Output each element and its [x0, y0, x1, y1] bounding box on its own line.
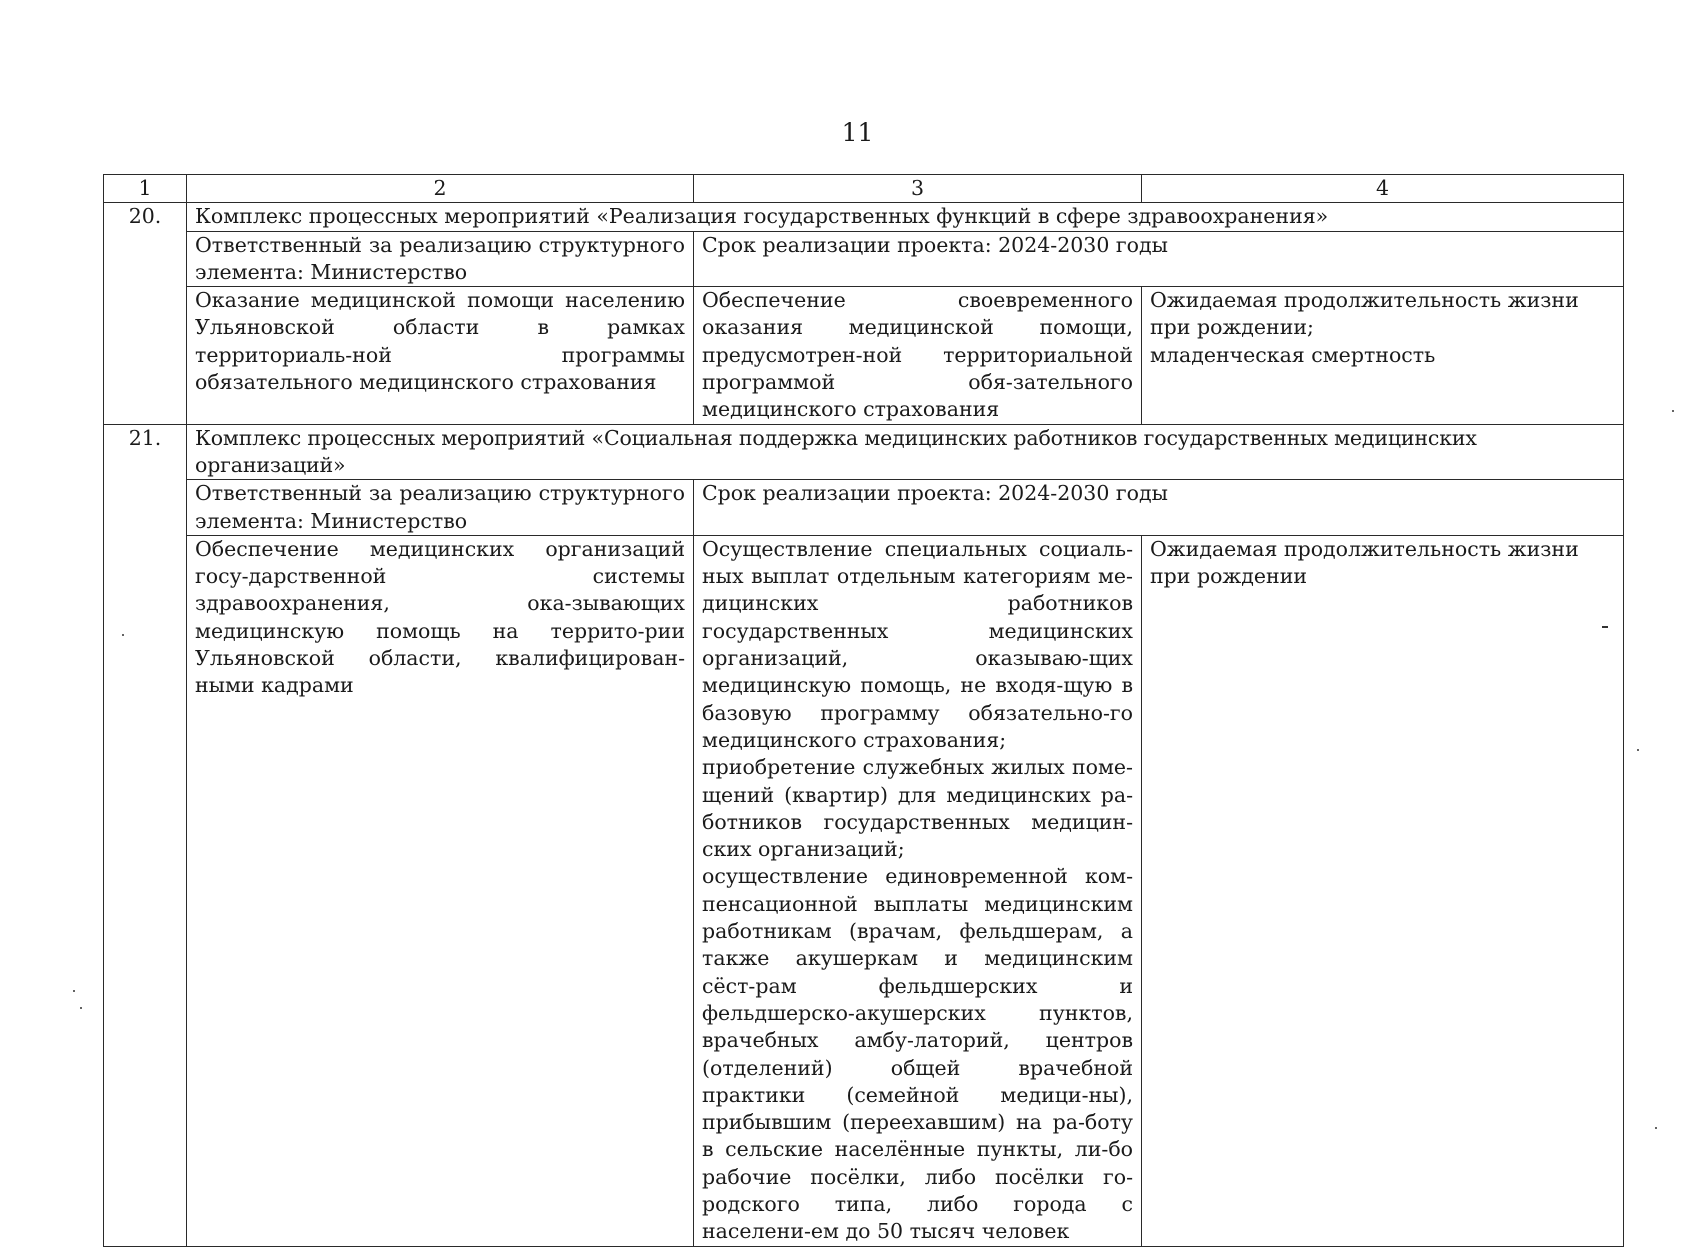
responsible-cell: Ответственный за реализацию структурного элемента: Министерство	[187, 231, 694, 287]
column-header: 2	[187, 175, 694, 203]
table-row	[104, 535, 1624, 1246]
effect-item: Осуществление специальных социаль-ных выплат отдельным категориям ме-дицинских работников государственных медицинских организаций, оказываю-щих медицинскую помощь, не входя-щую в базовую программу обязательно-го медицинского страхования;	[702, 536, 1133, 752]
scan-speck	[1637, 749, 1639, 751]
section-title-row	[104, 203, 1624, 231]
table-row	[104, 231, 1624, 287]
task-cell: Обеспечение медицинских организаций госу-дарственной системы здравоохранения, ока-зывающих медицинскую помощь на террито-рии Ульяновской области, квалифицирован-ными кадрами	[187, 535, 694, 1246]
scan-speck	[1602, 626, 1608, 628]
column-header: 3	[694, 175, 1142, 203]
table-row	[104, 480, 1624, 536]
section-title: Комплекс процессных мероприятий «Реализация государственных функций в сфере здравоохранения»	[187, 203, 1624, 231]
scan-speck	[1672, 410, 1674, 412]
page-number: 11	[841, 118, 874, 147]
effect-item: приобретение служебных жилых поме-щений (квартир) для медицинских ра-ботников государственных медицин-ских организаций;	[702, 755, 1133, 862]
indicator-item: младенческая смертность	[1150, 342, 1436, 367]
indicator-item: Ожидаемая продолжительность жизни при рождении	[1150, 536, 1579, 589]
section-title: Комплекс процессных мероприятий «Социальная поддержка медицинских работников государственных медицинских организаций»	[187, 424, 1624, 480]
column-header: 1	[104, 175, 187, 203]
table-row	[104, 287, 1624, 424]
period-cell: Срок реализации проекта: 2024-2030 годы	[694, 480, 1624, 536]
effect-item: Обеспечение своевременного оказания медицинской помощи, предусмотрен-ной территориальной программой обя-зательного медицинского страхования	[702, 288, 1133, 422]
task-cell: Оказание медицинской помощи населению Ульяновской области в рамках территориаль-ной программы обязательного медицинского страхования	[187, 287, 694, 424]
scan-speck	[122, 634, 124, 636]
scan-speck	[1655, 1127, 1657, 1129]
measures-table	[103, 174, 1624, 1247]
effects-cell	[694, 287, 1142, 424]
indicators-cell	[1142, 287, 1624, 424]
table-header-row	[104, 175, 1624, 203]
section-number: 21.	[104, 424, 187, 1246]
section-number: 20.	[104, 203, 187, 424]
responsible-cell: Ответственный за реализацию структурного элемента: Министерство	[187, 480, 694, 536]
column-header: 4	[1142, 175, 1624, 203]
scan-speck	[73, 990, 75, 992]
effects-cell	[694, 535, 1142, 1246]
indicator-item: Ожидаемая продолжительность жизни при рождении;	[1150, 288, 1579, 340]
effect-item: осуществление единовременной ком-пенсационной выплаты медицинским работникам (врачам, фельдшерам, а также акушеркам и медицинским сёст-рам фельдшерских и фельдшерско-акушерских пунктов, врачебных амбу-латорий, центров (отделений) общей врачебной практики (семейной медици-ны), прибывшим (переехавшим) на ра-боту в сельские населённые пункты, ли-бо рабочие посёлки, либо посёлки го-родского типа, либо города с населени-ем до 50 тысяч человек	[702, 864, 1133, 1244]
scan-speck	[80, 1007, 82, 1009]
period-cell: Срок реализации проекта: 2024-2030 годы	[694, 231, 1624, 287]
indicators-cell	[1142, 535, 1624, 1246]
section-title-row	[104, 424, 1624, 480]
